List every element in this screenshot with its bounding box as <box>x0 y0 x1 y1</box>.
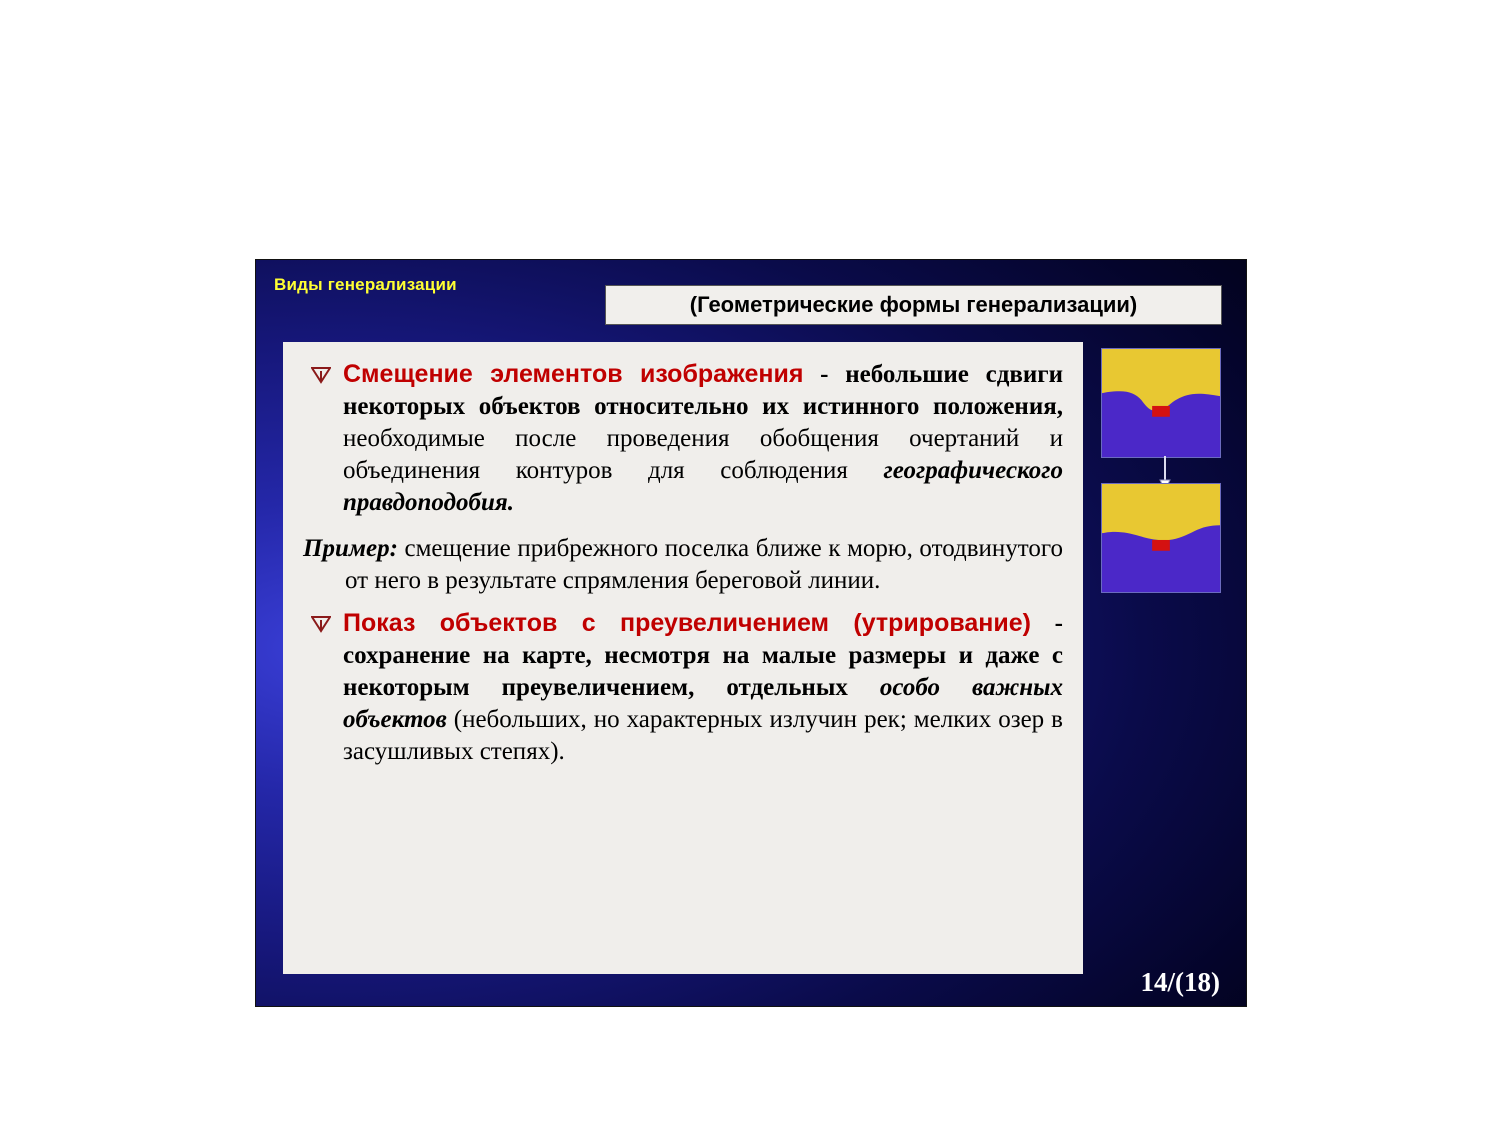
figure-before-displacement <box>1101 348 1221 458</box>
bullet-2-italic-mid: особо важных объектов <box>343 674 1063 733</box>
bullet-2-dash: - <box>1031 610 1064 637</box>
page-number: 14/(18) <box>1140 967 1220 997</box>
example-text: смещение прибрежного поселка ближе к морю, отодвинутого от него в результате спрямления береговой линии. <box>345 535 1063 594</box>
bullet-2-plain-mid: , отдельных <box>688 674 880 701</box>
content-panel <box>283 342 1083 974</box>
bullet-item-displacement <box>303 358 1063 519</box>
bullet-marker-icon <box>311 615 331 633</box>
bullet-1-plain: необходимые после проведения обобщения очертаний и объединения контуров для соблюдения <box>343 425 1063 484</box>
bullet-2-lead: Показ объектов с преувеличением (утрирование) <box>343 609 1031 637</box>
bullet-1-lead: Смещение элементов изображения <box>343 360 804 388</box>
bullet-marker-icon <box>311 366 331 384</box>
example-block <box>303 533 1063 597</box>
slide <box>255 259 1247 1007</box>
slide-kicker: Виды генерализации <box>274 275 457 294</box>
bullet-2-plain-tail: (небольших, но характерных излучин рек; мелких озер в засушливых степях). <box>343 706 1063 765</box>
figure-after-displacement <box>1101 483 1221 593</box>
bullet-2-bold: сохранение на карте, несмотря на малые размеры и даже с некоторым преувеличением <box>343 642 1063 701</box>
bullet-1-bold: небольшие сдвиги некоторых объектов относительно их истинного положения, <box>343 361 1063 420</box>
page-title: (Геометрические формы генерализации) <box>689 292 1138 317</box>
bullet-item-exaggeration <box>303 607 1063 768</box>
slide-title-box <box>605 285 1222 325</box>
example-label: Пример: <box>303 535 398 562</box>
bullet-1-italic-tail: географического правдоподобия. <box>343 457 1063 516</box>
bullet-1-dash: - <box>803 361 846 388</box>
